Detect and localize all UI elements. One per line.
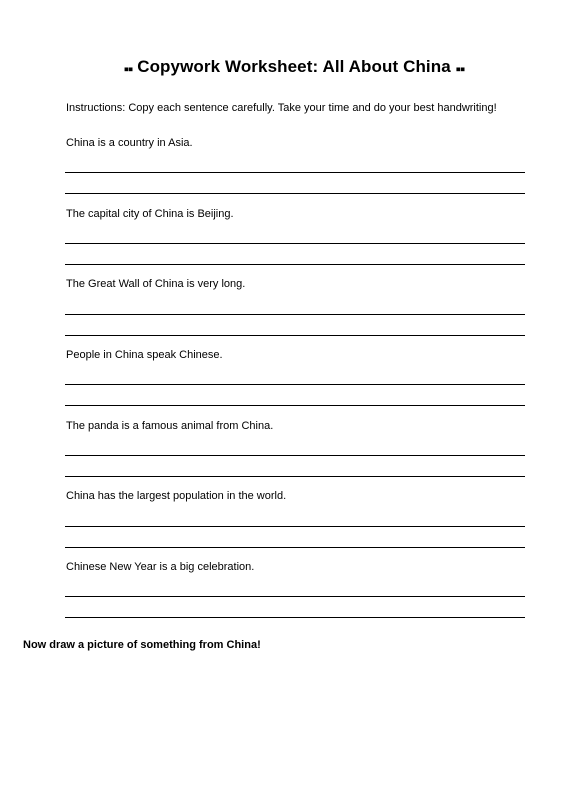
writing-line [65, 547, 525, 548]
sentence-2: The capital city of China is Beijing. [66, 208, 234, 220]
title-right-decoration: ▪▪ [455, 61, 465, 78]
title-left-decoration: ▪▪ [123, 61, 133, 78]
page-title [0, 57, 588, 77]
writing-line [65, 314, 525, 315]
sentence-1: China is a country in Asia. [66, 137, 193, 149]
writing-line [65, 384, 525, 385]
writing-line [65, 596, 525, 597]
instructions-text: Instructions: Copy each sentence carefully. Take your time and do your best handwriting! [66, 102, 497, 114]
sentence-5: The panda is a famous animal from China. [66, 420, 274, 432]
sentence-7: Chinese New Year is a big celebration. [66, 561, 255, 573]
writing-line [65, 526, 525, 527]
sentence-6: China has the largest population in the world. [66, 490, 287, 502]
writing-line [65, 193, 525, 194]
writing-line [65, 476, 525, 477]
writing-line [65, 455, 525, 456]
writing-line [65, 335, 525, 336]
sentence-3: The Great Wall of China is very long. [66, 278, 246, 290]
writing-line [65, 405, 525, 406]
drawing-prompt: Now draw a picture of something from China! [23, 639, 261, 651]
writing-line [65, 172, 525, 173]
writing-line [65, 264, 525, 265]
writing-line [65, 243, 525, 244]
writing-line [65, 617, 525, 618]
sentence-4: People in China speak Chinese. [66, 349, 223, 361]
title-text: Copywork Worksheet: All About China [137, 57, 451, 76]
